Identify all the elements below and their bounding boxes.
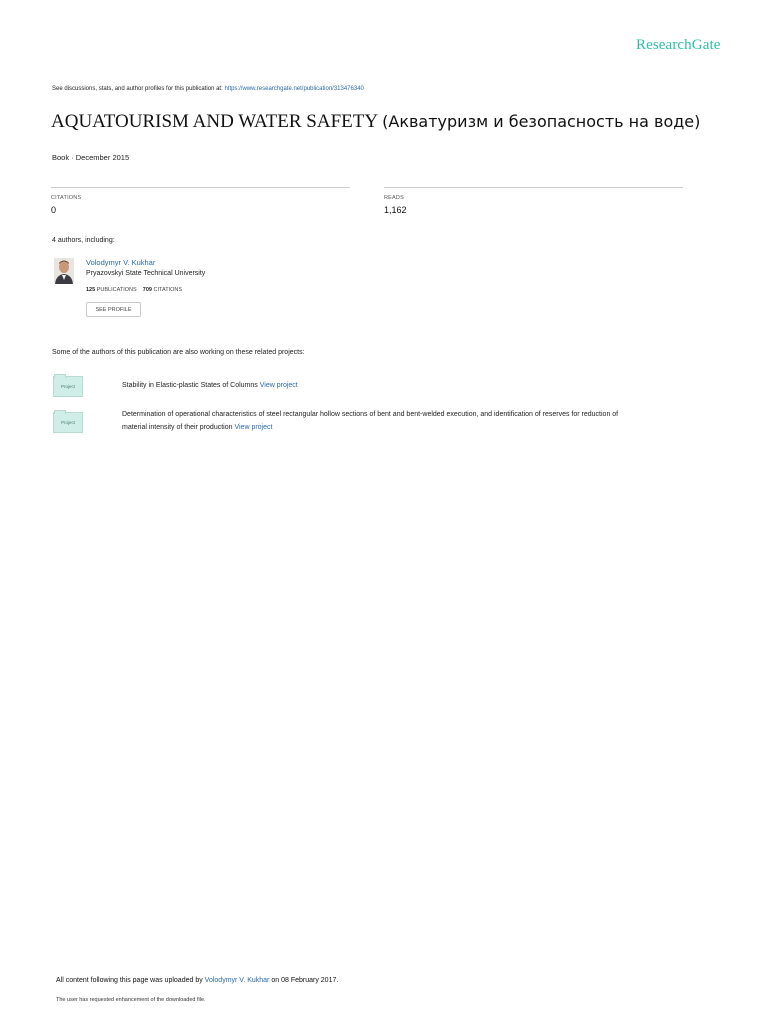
project-item — [122, 408, 712, 434]
project-icon-label: Project — [60, 384, 75, 389]
project-folder-icon[interactable] — [53, 376, 83, 397]
see-discussions-line — [52, 86, 364, 92]
avatar[interactable] — [54, 258, 74, 284]
project-item — [122, 379, 712, 392]
enhancement-note: The user has requested enhancement of the downloaded file. — [56, 997, 206, 1003]
author-publications-count: 125 — [86, 287, 96, 293]
publication-meta: Book · December 2015 — [52, 153, 130, 162]
project-folder-icon[interactable] — [53, 412, 83, 433]
title-english: AQUATOURISM AND WATER SAFETY — [51, 111, 378, 132]
see-profile-button[interactable]: SEE PROFILE — [86, 302, 141, 317]
author-name-link[interactable]: Volodymyr V. Kukhar — [86, 258, 156, 267]
citations-label: CITATIONS — [51, 195, 82, 201]
author-stats — [86, 287, 182, 293]
reads-value: 1,162 — [384, 205, 407, 215]
researchgate-logo[interactable]: ResearchGate — [636, 37, 721, 53]
author-photo-icon — [54, 258, 74, 284]
project-title: Stability in Elastic-plastic States of Columns — [122, 382, 258, 389]
project-title: Determination of operational characteristics of steel rectangular hollow sections of bent and bent-welded execution, and identification of reserves for reduction of — [122, 411, 619, 418]
publication-url-link[interactable]: https://www.researchgate.net/publication/313476340 — [224, 86, 364, 92]
folder-tab — [54, 374, 66, 378]
reads-label: READS — [384, 195, 404, 201]
author-citations-label: CITATIONS — [153, 287, 183, 293]
authors-heading: 4 authors, including: — [52, 237, 115, 244]
project-title-continued — [122, 421, 712, 434]
citations-divider — [51, 187, 350, 188]
view-project-link[interactable]: View project — [234, 424, 273, 431]
folder-tab — [54, 410, 66, 414]
see-discussions-text: See discussions, stats, and author profiles for this publication at: — [52, 86, 223, 92]
reads-divider — [384, 187, 683, 188]
citations-value: 0 — [51, 205, 57, 215]
project-icon-label: Project — [60, 420, 75, 425]
view-project-link[interactable]: View project — [259, 382, 298, 389]
author-publications-label: PUBLICATIONS — [96, 287, 137, 293]
author-institution: Pryazovskyi State Technical University — [86, 270, 206, 277]
upload-suffix: on 08 February 2017. — [271, 977, 339, 984]
stats-separator — [138, 287, 141, 293]
related-projects-heading: Some of the authors of this publication are also working on these related projects: — [52, 349, 305, 356]
project-title-line2: material intensity of their production — [122, 424, 233, 431]
author-citations-count: 709 — [142, 287, 152, 293]
title-russian: (Акватуризм и безопасность на воде) — [382, 112, 701, 131]
uploader-link[interactable]: Volodymyr V. Kukhar — [204, 977, 270, 984]
publication-title — [51, 111, 700, 133]
upload-prefix: All content following this page was uploaded by — [56, 977, 203, 984]
upload-info — [56, 977, 338, 984]
